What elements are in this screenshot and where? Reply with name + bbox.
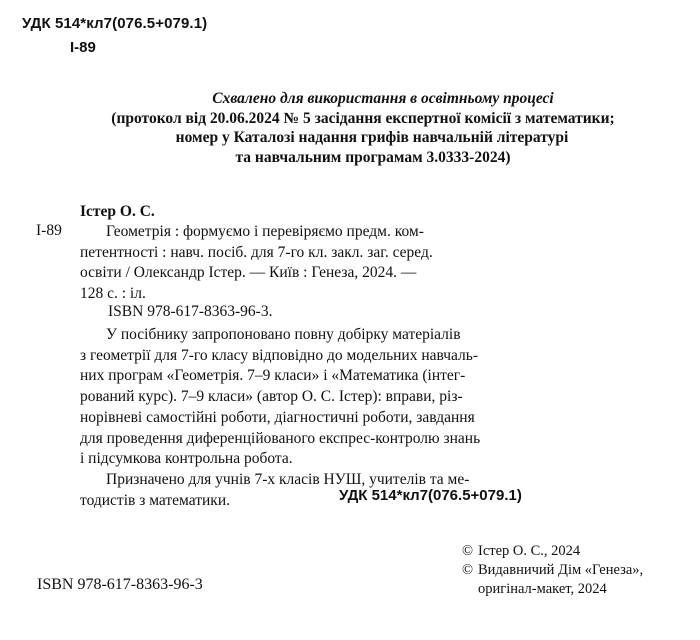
copyright-icon: © [462, 543, 474, 559]
copyright-line-layout: оригінал-макет, 2024 [478, 581, 607, 597]
catalog-isbn: ISBN 978-617-8363-96-3. [108, 303, 273, 320]
footer-isbn: ISBN 978-617-8363-96-3 [37, 576, 203, 593]
bibliographic-description [80, 222, 550, 304]
abstract-line: норівневі самостійні роботи, діагностичні роботи, завдання [80, 408, 475, 426]
biblio-line-4: 128 с. : іл. [80, 284, 146, 302]
abstract-line: У посібнику запропоновано повну добірку матеріалів [106, 326, 461, 343]
approval-line-3: номер у Каталозі надання грифів навчальній літературі [175, 129, 569, 146]
copyright-block [462, 542, 643, 599]
approval-line-2: (протокол від 20.06.2024 № 5 засідання експертної комісії з математики; [111, 109, 615, 127]
abstract-line: рований курс). 7–9 класи» (автор О. С. Істер): вправи, різ- [80, 388, 463, 406]
approval-line-4: та навчальним програмам 3.0333-2024) [235, 148, 511, 166]
biblio-line-3: освіти / Олександр Істер. — Київ : Генеза, 2024. — [80, 264, 417, 281]
call-number-top: І-89 [70, 39, 96, 56]
catalog-author: Істер О. С. [80, 203, 155, 220]
abstract-line: них програм «Геометрія. 7–9 класи» і «Математика (інтег- [80, 367, 466, 385]
copyright-icon: © [462, 562, 474, 578]
catalog-call-number: І-89 [36, 222, 62, 239]
approval-notice [0, 89, 700, 167]
abstract-line: і підсумкова контрольна робота. [80, 450, 293, 468]
audience-line: Призначено для учнів 7-х класів НУШ, учителів та ме- [106, 470, 470, 488]
udk-code-bottom: УДК 514*кл7(076.5+079.1) [339, 487, 522, 504]
copyright-text: Видавничий Дім «Генеза», [478, 562, 644, 578]
copyright-text: Істер О. С., 2024 [478, 543, 581, 559]
copyright-line-publisher [462, 561, 643, 580]
abstract-line: з геометрії для 7-го класу відповідно до модельних навчаль- [80, 346, 479, 364]
biblio-line-2: петентності : навч. посіб. для 7-го кл. закл. заг. серед. [80, 243, 433, 261]
approval-line-1: Схвалено для використання в освітньому процесі [212, 90, 554, 107]
biblio-line-1: Геометрія : формуємо і перевіряємо предм. ком- [106, 223, 424, 240]
audience-line: тодистів з математики. [80, 491, 230, 509]
udk-code-top: УДК 514*кл7(076.5+079.1) [22, 15, 208, 32]
abstract-line: для проведення диференційованого експрес-контролю знань [80, 429, 481, 447]
abstract [80, 325, 550, 511]
copyright-line-author [462, 542, 643, 561]
